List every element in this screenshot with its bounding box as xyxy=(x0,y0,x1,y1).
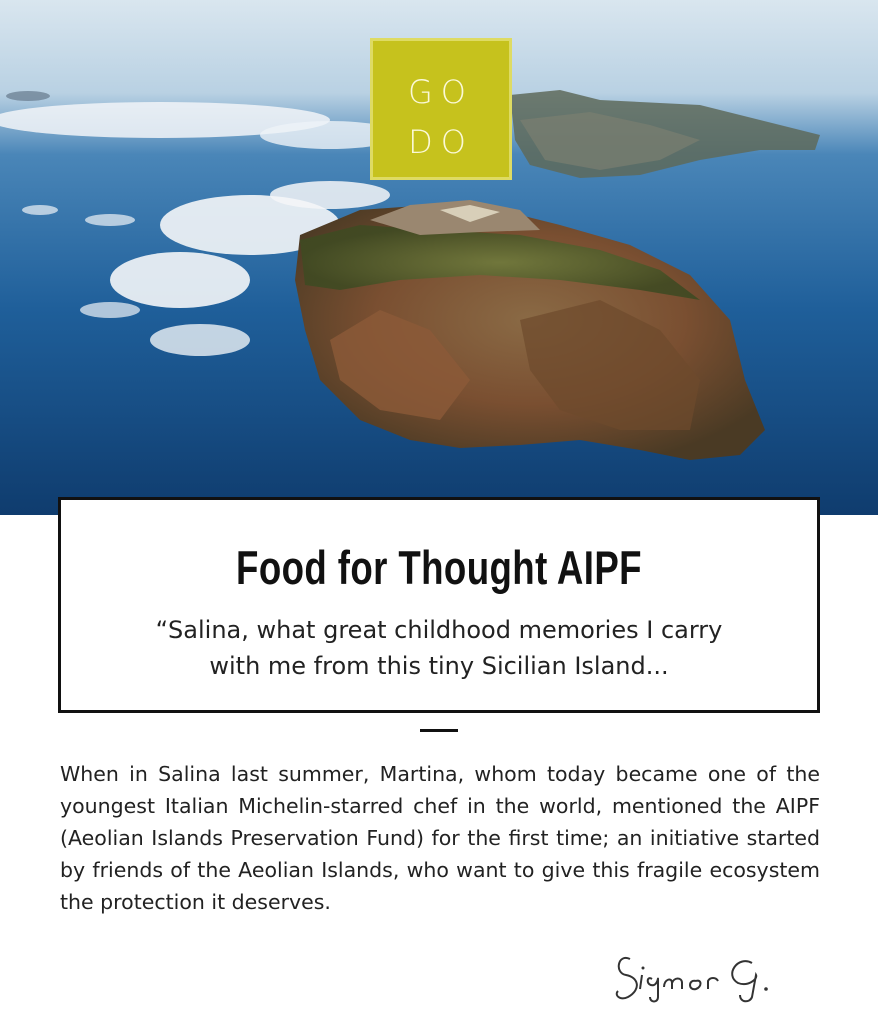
quote-line-1: “Salina, what great childhood memories I carry xyxy=(155,616,723,644)
article-quote xyxy=(61,612,817,684)
signature-icon xyxy=(612,945,822,1005)
go-do-logo xyxy=(370,38,512,180)
article-title: Food for Thought AIPF xyxy=(236,541,642,594)
quote-line-2: with me from this tiny Sicilian Island... xyxy=(209,652,669,680)
logo-line-1: GO xyxy=(408,73,474,111)
logo-line-2: DO xyxy=(408,123,474,161)
title-card xyxy=(58,497,820,713)
divider xyxy=(420,729,458,732)
article-body: When in Salina last summer, Martina, whom today became one of the youngest Italian Michelin-starred chef in the world, mentioned the AIPF (Aeolian Islands Preservation Fund) for the first time; an initiative started by friends of the Aeolian Islands, who want to give this fragile ecosystem the protection it deserves. xyxy=(60,762,820,914)
